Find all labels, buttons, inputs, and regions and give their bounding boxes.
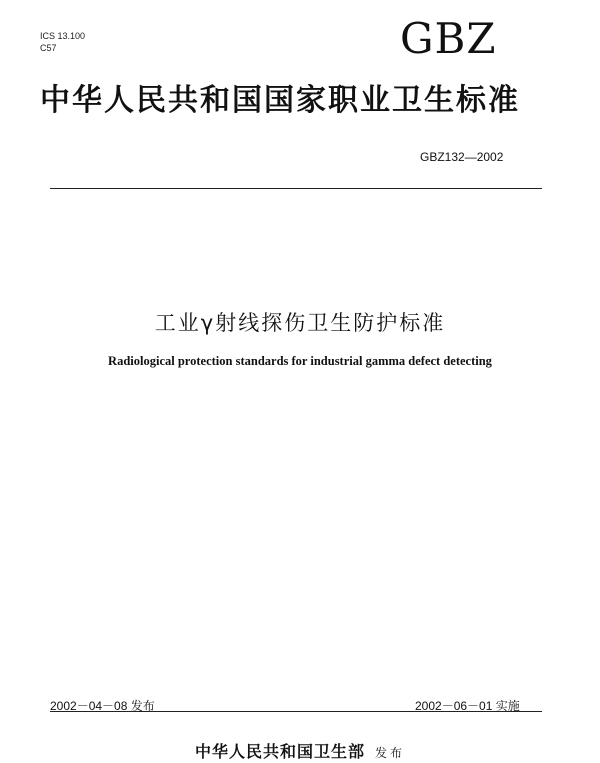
standard-number: GBZ132—2002 [420,150,504,164]
ics-code: ICS 13.100 [40,31,86,41]
gbz-logo: GBZ [400,14,497,63]
date-divider [50,711,542,712]
publisher-name: 中华人民共和国卫生部 [194,742,365,761]
standard-type-heading: 中华人民共和国国家职业卫生标准 [40,83,520,118]
header-divider [50,188,542,189]
publisher-line [0,739,600,762]
document-title-chinese: 工业γ射线探伤卫生防护标准 [154,311,446,335]
classification-codes [40,30,85,54]
issue-date: 2002－04－08 发布 [50,699,155,713]
document-title-english: Radiological protection standards for industrial gamma defect detecting [108,354,492,368]
publish-verb: 发布 [375,746,406,760]
ccs-code: C57 [40,43,57,53]
effective-date: 2002－06－01 实施 [415,699,520,713]
